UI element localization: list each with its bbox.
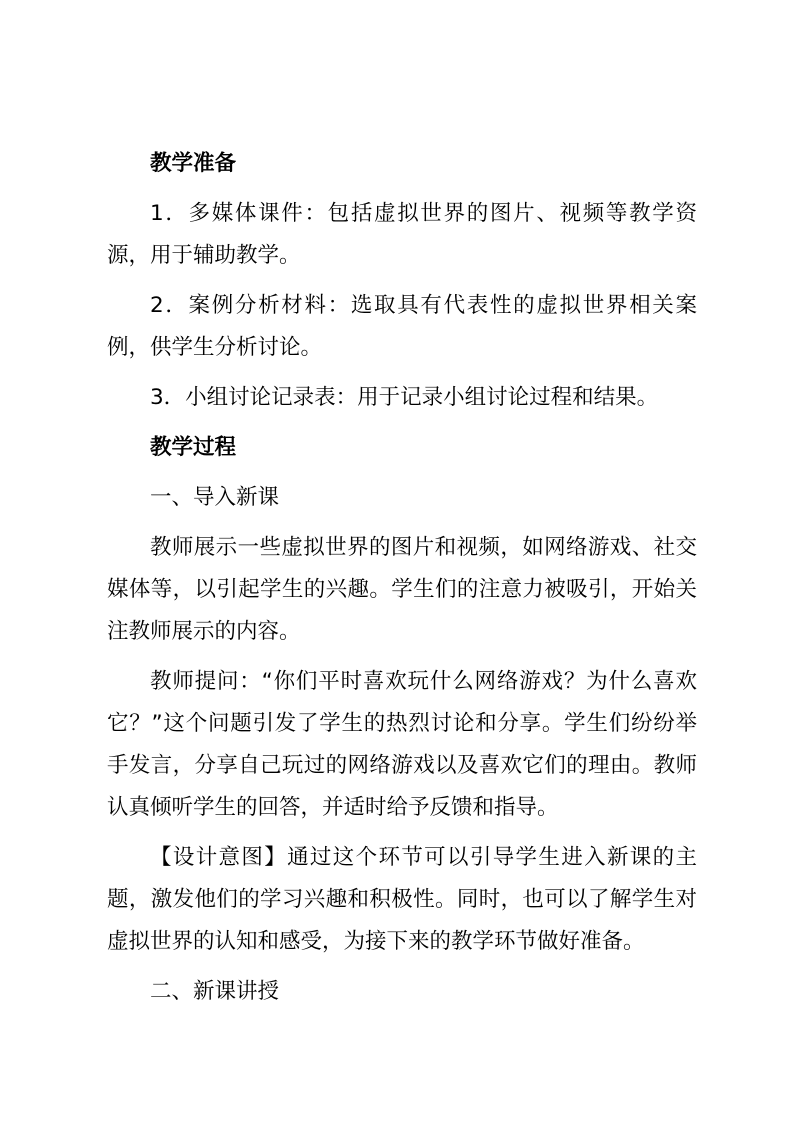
prep-item-1: 1．多媒体课件：包括虚拟世界的图片、视频等教学资源，用于辅助教学。 bbox=[107, 201, 697, 268]
section-heading-prep: 教学准备 bbox=[150, 151, 237, 176]
part1-heading: 一、导入新课 bbox=[150, 485, 280, 510]
prep-item-2: 2．案例分析材料：选取具有代表性的虚拟世界相关案例，供学生分析讨论。 bbox=[107, 293, 697, 360]
section-heading-process: 教学过程 bbox=[150, 435, 237, 460]
part1-paragraph-3: 【设计意图】通过这个环节可以引导学生进入新课的主题，激发他们的学习兴趣和积极性。同时，也可以了解学生对虚拟世界的认知和感受，为接下来的教学环节做好准备。 bbox=[107, 845, 697, 954]
prep-item-3: 3．小组讨论记录表：用于记录小组讨论过程和结果。 bbox=[150, 385, 659, 410]
part1-paragraph-1: 教师展示一些虚拟世界的图片和视频，如网络游戏、社交媒体等，以引起学生的兴趣。学生们的注意力被吸引，开始关注教师展示的内容。 bbox=[107, 535, 697, 644]
part2-heading: 二、新课讲授 bbox=[150, 979, 280, 1004]
part1-paragraph-2: 教师提问：“你们平时喜欢玩什么网络游戏？为什么喜欢它？”这个问题引发了学生的热烈讨论和分享。学生们纷纷举手发言，分享自己玩过的网络游戏以及喜欢它们的理由。教师认真倾听学生的回答，并适时给予反馈和指导。 bbox=[107, 669, 697, 820]
document-page bbox=[107, 143, 697, 1021]
